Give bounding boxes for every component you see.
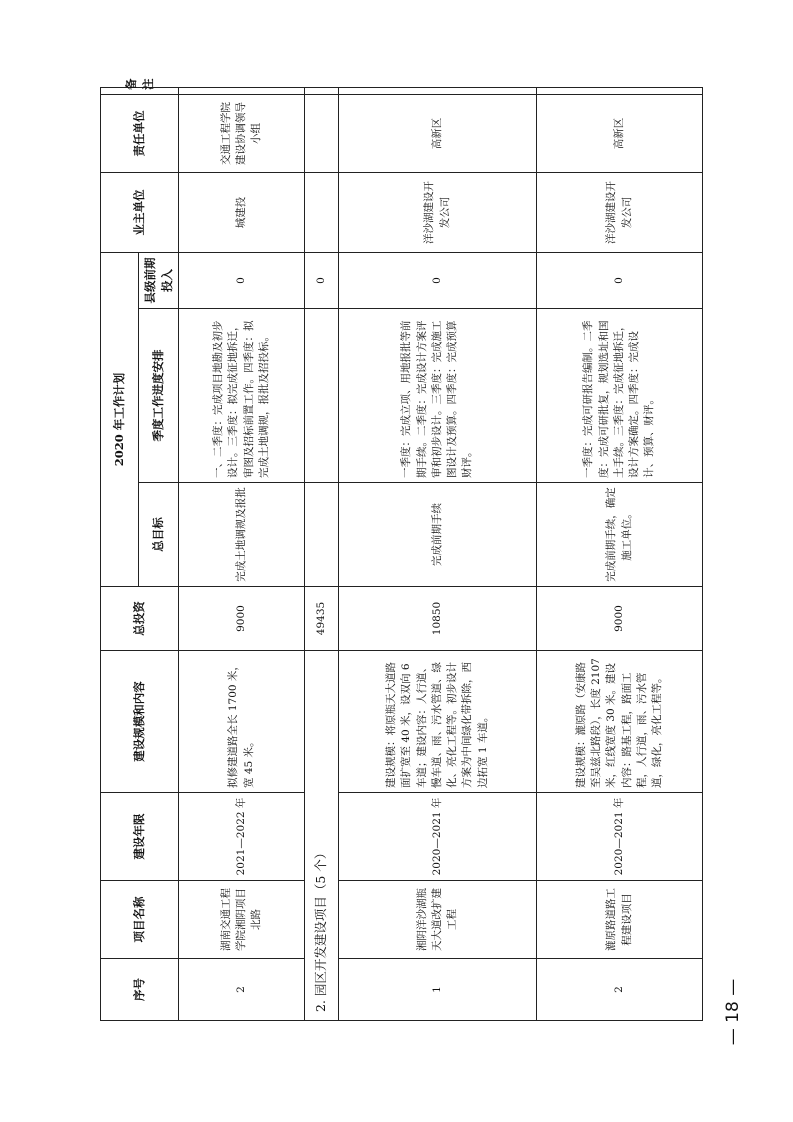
page-number-text: — 18 — xyxy=(723,978,743,1046)
row-county: 0 xyxy=(339,253,537,309)
row-resp: 高新区 xyxy=(537,95,703,173)
row-total: 9000 xyxy=(179,587,305,651)
row-owner: 洋沙湖建设开发公司 xyxy=(339,173,537,253)
section-empty-resp xyxy=(305,95,339,173)
row-years: 2021—2022 年 xyxy=(179,793,305,881)
section-empty-goal xyxy=(305,483,339,587)
row-scope: 拟修建道路全长 1700 米，宽 45 米。 xyxy=(179,651,305,793)
row-name: 湖南交通工程学院湘阴项目北路 xyxy=(179,881,305,959)
rotated-table-page xyxy=(100,78,702,1021)
row-name: 湘阴洋沙湖瓶天大道改扩建工程 xyxy=(339,881,537,959)
header-goal: 总目标 xyxy=(139,483,179,587)
section-empty-note xyxy=(305,88,339,95)
section-empty-quarter xyxy=(305,309,339,483)
section-title: 2. 园区开发建设项目（5 个） xyxy=(305,651,339,1021)
row-quarter: 一、二季度：完成项目地勘及初步设计。三季度：拟完成征地拆迁，审图及招标前置工作。四季度：拟完成土地调规，报批及招投标。 xyxy=(179,309,305,483)
row-seq: 2 xyxy=(179,959,305,1021)
row-scope: 建设规模：漉原路（安康路至吴兹北路段），长度 2107 米，红线宽度 30 米。建设内容：路基工程，路面工程，人行道，雨、污水管道，绿化，亮化工程等。 xyxy=(537,651,703,793)
row-goal: 完成土地调规及报批 xyxy=(179,483,305,587)
header-quarter: 季度工作进度安排 xyxy=(139,309,179,483)
table-row xyxy=(339,88,537,1021)
header-name: 项目名称 xyxy=(101,881,179,959)
header-total: 总投资 xyxy=(101,587,179,651)
header-years: 建设年限 xyxy=(101,793,179,881)
header-seq: 序号 xyxy=(101,959,179,1021)
section-row xyxy=(305,88,339,1021)
page-number xyxy=(718,952,748,1072)
row-quarter: 一季度：完成可研报告编制。二季度：完成可研批复，规划选址和国土手续。三季度：完成征地拆迁，设计方案确定。四季度：完成设计、预算、财评。 xyxy=(537,309,703,483)
row-total: 10850 xyxy=(339,587,537,651)
table-row xyxy=(537,88,703,1021)
header-note: 备 注 xyxy=(101,88,179,95)
row-note xyxy=(179,88,305,95)
row-note xyxy=(537,88,703,95)
header-row-1 xyxy=(101,88,139,1021)
row-owner: 洋沙湖建设开发公司 xyxy=(537,173,703,253)
row-seq: 2 xyxy=(537,959,703,1021)
row-county: 0 xyxy=(179,253,305,309)
row-resp: 交通工程学院建设协调领导小组 xyxy=(179,95,305,173)
header-resp: 责任单位 xyxy=(101,95,179,173)
row-goal: 完成前期手续，确定施工单位。 xyxy=(537,483,703,587)
section-county: 0 xyxy=(305,253,339,309)
row-name: 漉原路道路工程建设项目 xyxy=(537,881,703,959)
header-scope: 建设规模和内容 xyxy=(101,651,179,793)
header-plan: 2020 年工作计划 xyxy=(101,253,139,587)
table-row xyxy=(179,88,305,1021)
row-years: 2020—2021 年 xyxy=(339,793,537,881)
row-scope: 建设规模：将原瓶天大道路面扩宽至 40 米，设双向 6 车道；建设内容：人行道、慢车道、雨、污水管道、绿化、亮化工程等。初步设计方案为中间绿化带拆除，西边拓宽 1 车道。 xyxy=(339,651,537,793)
row-total: 9000 xyxy=(537,587,703,651)
row-years: 2020—2021 年 xyxy=(537,793,703,881)
row-resp: 高新区 xyxy=(339,95,537,173)
project-plan-table xyxy=(100,78,703,1021)
row-county: 0 xyxy=(537,253,703,309)
row-note xyxy=(339,88,537,95)
section-total: 49435 xyxy=(305,587,339,651)
section-empty-owner xyxy=(305,173,339,253)
row-quarter: 一季度：完成立项、用地报批等前期手续。二季度：完成设计方案评审和初步设计。三季度：完成施工图设计及预算。四季度：完成预算财评。 xyxy=(339,309,537,483)
header-county: 县级前期投入 xyxy=(139,253,179,309)
row-seq: 1 xyxy=(339,959,537,1021)
row-goal: 完成前期手续 xyxy=(339,483,537,587)
row-owner: 城建投 xyxy=(179,173,305,253)
header-owner: 业主单位 xyxy=(101,173,179,253)
